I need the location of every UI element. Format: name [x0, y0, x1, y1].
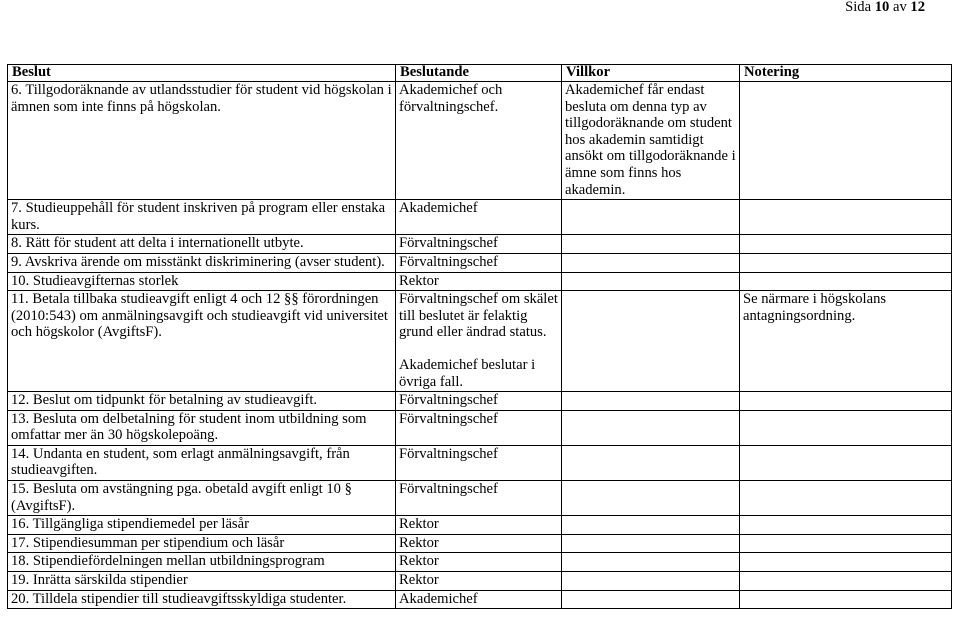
- beslutande-text: Akademichef: [399, 200, 478, 217]
- row-number: 17.: [11, 534, 30, 551]
- cell-villkor: [562, 392, 740, 411]
- table-row: [8, 410, 952, 445]
- cell-beslutande: [396, 82, 562, 200]
- table-row: [8, 516, 952, 535]
- beslutande-text: Förvaltningschef: [399, 481, 498, 498]
- cell-notering: [740, 235, 952, 254]
- cell-notering: [740, 481, 952, 516]
- cell-notering: [740, 534, 952, 553]
- beslutande-text: Förvaltningschef om skälet till beslutet är felaktig grund eller ändrad status.: [399, 291, 558, 341]
- table-row: [8, 291, 952, 392]
- beslut-text: Undanta en student, som erlagt anmälningsavgift, från studieavgiften.: [11, 445, 350, 479]
- beslutande-text: Rektor: [399, 534, 439, 551]
- page-total: 12: [910, 0, 925, 15]
- cell-beslut: [8, 410, 396, 445]
- beslut-text: Betala tillbaka studieavgift enligt 4 och 12 §§ förordningen (2010:543) om anmälningsavgift och studieavgift vid universitet och högskolor (AvgiftsF).: [11, 291, 388, 341]
- beslut-text: Tillgodoräknande av utlandsstudier för student vid högskolan i ämnen som inte finns på högskolan.: [11, 82, 392, 115]
- table-row: [8, 590, 952, 609]
- cell-villkor: [562, 553, 740, 572]
- cell-villkor: [562, 481, 740, 516]
- beslutande-text: Akademichef: [399, 590, 478, 607]
- cell-notering: [740, 392, 952, 411]
- cell-beslutande: [396, 291, 562, 392]
- row-number: 19.: [11, 572, 30, 589]
- beslut-text: Stipendiefördelningen mellan utbildningsprogram: [32, 553, 325, 570]
- row-number: 14.: [11, 445, 30, 462]
- cell-notering: [740, 553, 952, 572]
- table-row: [8, 235, 952, 254]
- cell-beslut: [8, 516, 396, 535]
- cell-beslut: [8, 445, 396, 480]
- table-row: [8, 445, 952, 480]
- cell-notering: [740, 200, 952, 235]
- beslut-text: Inrätta särskilda stipendier: [32, 572, 188, 589]
- cell-notering: [740, 572, 952, 591]
- cell-beslutande: [396, 253, 562, 272]
- cell-notering: [740, 516, 952, 535]
- cell-beslut: [8, 590, 396, 609]
- table-row: [8, 272, 952, 291]
- row-number: 10.: [11, 272, 30, 289]
- cell-beslutande: [396, 200, 562, 235]
- cell-notering: [740, 253, 952, 272]
- cell-beslutande: [396, 516, 562, 535]
- cell-notering: [740, 272, 952, 291]
- cell-beslut: [8, 534, 396, 553]
- cell-villkor: [562, 253, 740, 272]
- beslut-text: Tillgängliga stipendiemedel per läsår: [32, 516, 249, 533]
- table-row: [8, 534, 952, 553]
- beslut-text: Stipendiesumman per stipendium och läsår: [32, 534, 285, 551]
- row-number: 18.: [11, 553, 30, 570]
- cell-beslut: [8, 272, 396, 291]
- cell-notering: Se närmare i högskolans antagningsordning.: [740, 291, 952, 392]
- cell-beslut: [8, 291, 396, 392]
- cell-notering: [740, 410, 952, 445]
- cell-villkor: [562, 572, 740, 591]
- cell-beslut: [8, 553, 396, 572]
- beslut-text: Besluta om avstängning pga. obetald avgift enligt 10 § (AvgiftsF).: [11, 481, 352, 514]
- row-number: 12.: [11, 392, 30, 409]
- cell-notering: [740, 590, 952, 609]
- table-row: [8, 553, 952, 572]
- cell-villkor: [562, 445, 740, 480]
- cell-beslutande: [396, 481, 562, 516]
- beslutande-text: Förvaltningschef: [399, 392, 498, 409]
- cell-beslut: [8, 235, 396, 254]
- beslutande-text: Förvaltningschef: [399, 410, 498, 427]
- row-number: 6.: [11, 82, 22, 98]
- beslut-text: Studieavgifternas storlek: [32, 272, 179, 289]
- beslutande-extra-text: Akademichef beslutar i övriga fall.: [399, 356, 536, 390]
- cell-beslut: [8, 253, 396, 272]
- cell-beslut: [8, 82, 396, 200]
- cell-beslut: [8, 392, 396, 411]
- table-header-row: [8, 65, 952, 82]
- table-row: [8, 253, 952, 272]
- beslutande-text: Akademichef och förvaltningschef.: [399, 82, 503, 115]
- cell-villkor: [562, 410, 740, 445]
- beslut-text: Avskriva ärende om misstänkt diskriminering (avser student).: [24, 253, 385, 270]
- beslut-text: Beslut om tidpunkt för betalning av studieavgift.: [32, 392, 318, 409]
- header-beslut: Beslut: [8, 65, 396, 82]
- table-row: [8, 392, 952, 411]
- header-beslutande: Beslutande: [396, 65, 562, 82]
- cell-villkor: [562, 291, 740, 392]
- table-row: [8, 572, 952, 591]
- cell-villkor: [562, 235, 740, 254]
- beslutande-text: Förvaltningschef: [399, 253, 498, 270]
- row-number: 15.: [11, 481, 30, 498]
- beslutande-text: Rektor: [399, 516, 439, 533]
- cell-beslutande: [396, 445, 562, 480]
- cell-beslutande: [396, 590, 562, 609]
- cell-villkor: [562, 590, 740, 609]
- row-number: 16.: [11, 516, 30, 533]
- cell-notering: [740, 445, 952, 480]
- cell-beslut: [8, 481, 396, 516]
- cell-beslutande: [396, 553, 562, 572]
- page-current: 10: [874, 0, 890, 15]
- table-row: [8, 481, 952, 516]
- page-indicator: [845, 0, 925, 16]
- header-villkor: Villkor: [562, 65, 740, 82]
- cell-beslutande: [396, 392, 562, 411]
- page-prefix: Sida: [845, 0, 872, 15]
- row-number: 20.: [11, 590, 30, 607]
- table-row: [8, 200, 952, 235]
- cell-beslutande: [396, 572, 562, 591]
- row-number: 7.: [11, 200, 22, 217]
- cell-beslutande: [396, 272, 562, 291]
- decision-table: [7, 64, 952, 609]
- beslutande-text: Rektor: [399, 572, 439, 589]
- beslut-text: Tilldela stipendier till studieavgiftsskyldiga studenter.: [32, 590, 347, 607]
- table-row: [8, 82, 952, 200]
- page-sep: av: [892, 0, 907, 15]
- beslutande-text: Förvaltningschef: [399, 235, 498, 252]
- cell-notering: [740, 82, 952, 200]
- row-number: 13.: [11, 410, 30, 427]
- cell-villkor: [562, 272, 740, 291]
- cell-beslut: [8, 200, 396, 235]
- cell-beslutande: [396, 534, 562, 553]
- beslutande-text: Rektor: [399, 553, 439, 570]
- beslut-text: Studieuppehåll för student inskriven på program eller enstaka kurs.: [11, 200, 386, 233]
- row-number: 8.: [11, 235, 22, 252]
- beslut-text: Rätt för student att delta i internationellt utbyte.: [25, 235, 304, 252]
- beslut-text: Besluta om delbetalning för student inom utbildning som omfattar mer än 30 högskolepoäng.: [11, 410, 367, 444]
- cell-villkor: [562, 534, 740, 553]
- cell-beslutande: [396, 410, 562, 445]
- beslutande-text: Rektor: [399, 272, 439, 289]
- cell-beslutande: [396, 235, 562, 254]
- beslutande-text: Förvaltningschef: [399, 445, 498, 462]
- cell-beslut: [8, 572, 396, 591]
- cell-villkor: [562, 516, 740, 535]
- header-notering: Notering: [740, 65, 952, 82]
- row-number: 9.: [11, 253, 22, 270]
- cell-villkor: Akademichef får endast besluta om denna typ av tillgodoräknande om student hos akademin samtidigt ansökt om tillgodoräknande i ämne som finns hos akademin.: [562, 82, 740, 200]
- row-number: 11.: [11, 291, 29, 308]
- cell-villkor: [562, 200, 740, 235]
